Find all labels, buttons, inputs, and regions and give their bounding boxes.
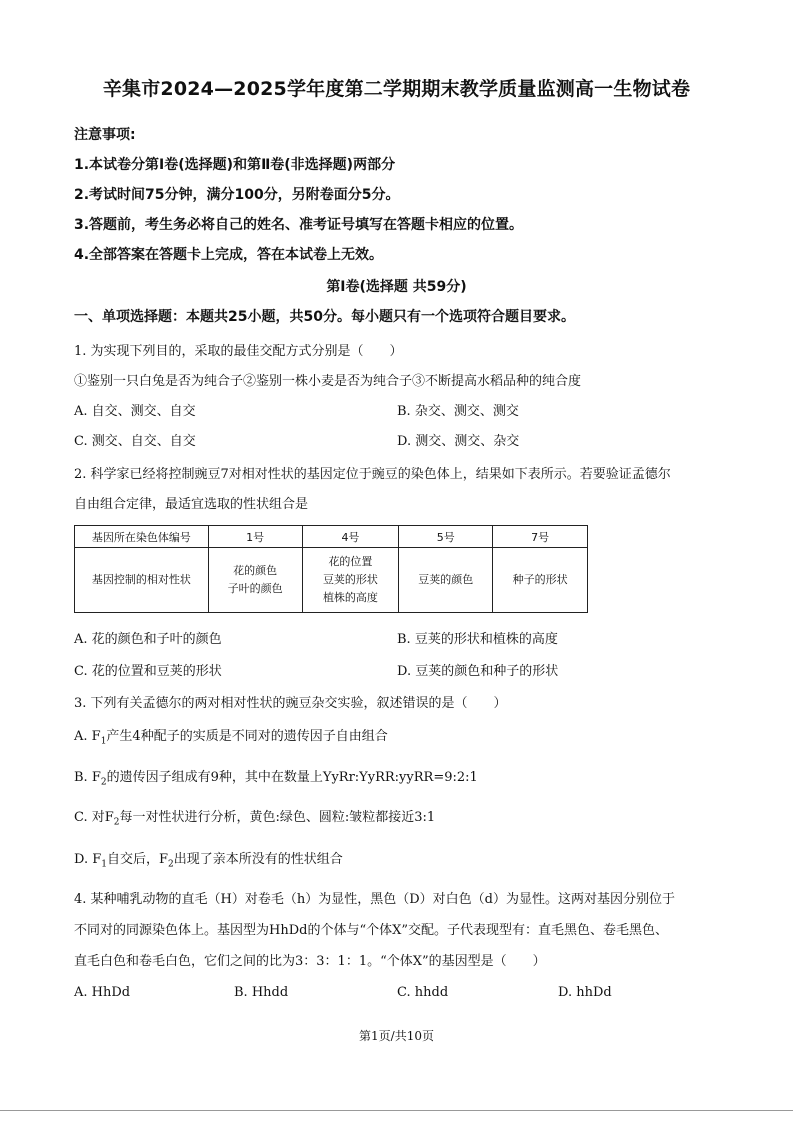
- generation-symbol: F: [91, 729, 101, 744]
- generation-subscript: 2: [113, 817, 120, 828]
- option-prefix: D.: [74, 852, 93, 867]
- table-cell: 豆荚的颜色: [399, 548, 493, 613]
- option-text: 出现了亲本所没有的性状组合: [173, 852, 343, 867]
- q3-option-c: [74, 806, 435, 828]
- generation-symbol: F: [159, 852, 169, 867]
- generation-symbol: F: [92, 852, 102, 867]
- section-heading: 第Ⅰ卷(选择题 共59分): [326, 279, 467, 295]
- q2-stem-line2: 自由组合定律，最适宜选取的性状组合是: [74, 497, 309, 512]
- table-row-label: 基因控制的相对性状: [75, 548, 209, 613]
- q2-option-d: D. 豆荚的颜色和种子的形状: [397, 664, 559, 679]
- generation-subscript: 2: [168, 859, 174, 870]
- q1-option-b: B. 杂交、测交、测交: [397, 404, 519, 419]
- table-cell: 种子的形状: [493, 548, 588, 613]
- generation-symbol: F: [91, 770, 101, 785]
- q2-option-c: C. 花的位置和豆荚的形状: [74, 664, 222, 679]
- q4-option-a: A. HhDd: [74, 985, 131, 1000]
- cell-line: 花的颜色: [233, 564, 278, 577]
- q4-option-b: B. Hhdd: [234, 985, 289, 1000]
- cell-line: 子叶的颜色: [227, 582, 283, 595]
- table-cell: [208, 548, 302, 613]
- cell-line: 豆荚的形状: [322, 573, 378, 586]
- option-text: 产生4种配子的实质是不同对的遗传因子自由组合: [106, 729, 388, 744]
- table-header-cell: 7号: [493, 526, 588, 548]
- q1-sub: ①鉴别一只白兔是否为纯合子②鉴别一株小麦是否为纯合子③不断提高水稻品种的纯合度: [74, 374, 582, 389]
- page-number: 第1页/共10页: [359, 1029, 434, 1043]
- q3-option-b: [74, 766, 478, 788]
- q4-stem-line2: 不同对的同源染色体上。基因型为HhDd的个体与“个体X”交配。子代表现型有：直毛黑色、卷毛黑色、: [74, 923, 669, 938]
- q1-stem: 1. 为实现下列目的，采取的最佳交配方式分别是（ ）: [74, 344, 403, 359]
- q2-stem-line1: 2. 科学家已经将控制豌豆7对相对性状的基因定位于豌豆的染色体上，结果如下表所示。若要验证孟德尔: [74, 467, 671, 482]
- q2-option-b: B. 豆荚的形状和植株的高度: [397, 632, 558, 647]
- option-prefix: C. 对: [74, 810, 105, 825]
- table-cell: [302, 548, 399, 613]
- q1-option-d: D. 测交、测交、杂交: [397, 434, 520, 449]
- option-text: 每一对性状进行分析，黄色:绿色、圆粒:皱粒都接近3:1: [119, 810, 436, 825]
- q1-option-a: A. 自交、测交、自交: [74, 404, 196, 419]
- gene-chromosome-table: [74, 525, 588, 613]
- generation-subscript: 1: [101, 859, 107, 870]
- q4-option-c: C. hhdd: [397, 985, 449, 1000]
- cell-line: 植株的高度: [322, 591, 378, 604]
- q4-stem-line1: 4. 某种哺乳动物的直毛（H）对卷毛（h）为显性，黑色（D）对白色（d）为显性。这两对基因分别位于: [74, 892, 675, 907]
- q3-option-d: [74, 848, 343, 870]
- generation-subscript: 2: [100, 777, 107, 788]
- bottom-divider: [0, 1110, 793, 1111]
- notice-item-2: 2.考试时间75分钟，满分100分，另附卷面分5分。: [74, 187, 400, 203]
- table-header-cell: 5号: [399, 526, 493, 548]
- generation-subscript: 1: [100, 736, 107, 747]
- q3-option-a: [74, 725, 388, 747]
- option-prefix: B.: [74, 770, 92, 785]
- notice-heading: 注意事项:: [74, 127, 136, 143]
- q4-option-d: D. hhDd: [558, 985, 612, 1000]
- q1-option-c: C. 测交、自交、自交: [74, 434, 196, 449]
- option-text: 自交后，: [107, 852, 160, 867]
- option-text: 的遗传因子组成有9种，其中在数量上YyRr:YyRR:yyRR=9:2:1: [106, 770, 478, 785]
- notice-item-4: 4.全部答案在答题卡上完成，答在本试卷上无效。: [74, 247, 384, 263]
- exam-title: 辛集市2024—2025学年度第二学期期末教学质量监测高一生物试卷: [102, 78, 691, 100]
- q2-option-a: A. 花的颜色和子叶的颜色: [74, 632, 222, 647]
- option-prefix: A.: [74, 729, 92, 744]
- table-header-cell: 1号: [208, 526, 302, 548]
- generation-symbol: F: [104, 810, 114, 825]
- part-heading: 一、单项选择题：本题共25小题，共50分。每小题只有一个选项符合题目要求。: [74, 309, 575, 325]
- q3-stem: 3. 下列有关孟德尔的两对相对性状的豌豆杂交实验，叙述错误的是（ ）: [74, 696, 507, 711]
- notice-item-3: 3.答题前，考生务必将自己的姓名、准考证号填写在答题卡相应的位置。: [74, 217, 524, 233]
- q4-stem-line3: 直毛白色和卷毛白色，它们之间的比为3：3：1：1。“个体X”的基因型是（ ）: [74, 954, 546, 969]
- cell-line: 花的位置: [328, 555, 373, 568]
- table-header-cell: 4号: [302, 526, 399, 548]
- table-header-cell: 基因所在染色体编号: [75, 526, 209, 548]
- notice-item-1: 1.本试卷分第Ⅰ卷(选择题)和第Ⅱ卷(非选择题)两部分: [74, 157, 396, 173]
